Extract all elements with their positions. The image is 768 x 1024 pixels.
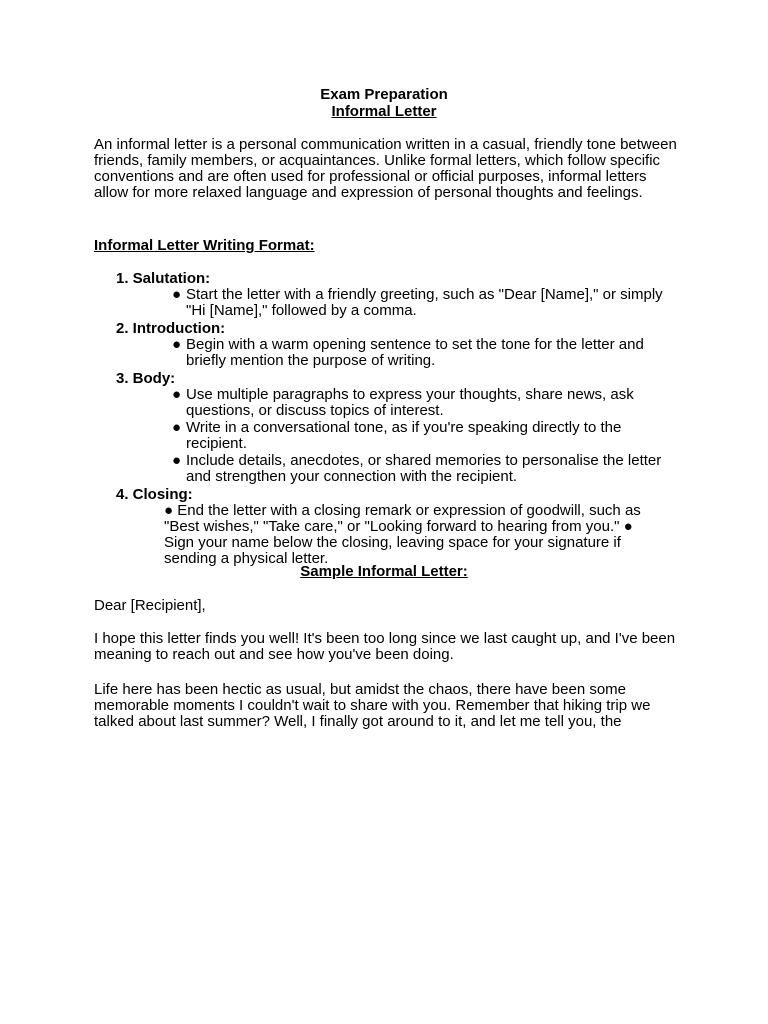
bullet-text: Include details, anecdotes, or shared memories to personalise the letter and strengthen your connection with the recipient. bbox=[186, 452, 662, 485]
bullet-icon: ● bbox=[172, 386, 182, 403]
letter-paragraph-1: I hope this letter finds you well! It's been too long since we last caught up, and I've been meaning to reach out and see how you've been doing. bbox=[94, 630, 676, 663]
step-bullets bbox=[116, 287, 676, 319]
bullet-text: Use multiple paragraphs to express your thoughts, share news, ask questions, or discuss topics of interest. bbox=[186, 386, 634, 419]
closing-text: ● End the letter with a closing remark or expression of goodwill, such as "Best wishes," "Take care," or "Looking forward to hearing from you." ● Sign your name below the closing, leaving space for your signature if sending a physical letter. bbox=[164, 502, 641, 567]
bullet-icon: ● bbox=[172, 286, 182, 303]
intro-paragraph: An informal letter is a personal communication written in a casual, friendly tone between friends, family members, or acquaintances. Unlike formal letters, which follow specific conventions and are often used for professional or official purposes, informal letters allow for more relaxed language and expression of personal thoughts and feelings. bbox=[94, 136, 677, 201]
step-salutation bbox=[116, 270, 676, 319]
step-heading: 4. Closing: bbox=[116, 486, 193, 503]
format-heading: Informal Letter Writing Format: bbox=[94, 237, 315, 254]
list-item bbox=[164, 420, 676, 452]
list-item bbox=[164, 337, 676, 369]
sample-heading: Sample Informal Letter: bbox=[300, 563, 468, 580]
step-heading: 1. Salutation: bbox=[116, 270, 211, 287]
step-body bbox=[116, 370, 676, 485]
step-introduction bbox=[116, 320, 676, 369]
format-steps-list bbox=[116, 270, 676, 567]
bullet-icon: ● bbox=[172, 336, 182, 353]
bullet-icon: ● bbox=[172, 419, 182, 436]
list-item bbox=[164, 387, 676, 419]
letter-greeting: Dear [Recipient], bbox=[94, 597, 206, 614]
list-item bbox=[164, 287, 676, 319]
document-title: Exam Preparation bbox=[320, 86, 448, 103]
step-bullets bbox=[116, 337, 676, 369]
step-heading: 3. Body: bbox=[116, 370, 176, 387]
bullet-text: Begin with a warm opening sentence to set the tone for the letter and briefly mention the purpose of writing. bbox=[186, 336, 644, 369]
step-closing bbox=[116, 486, 676, 567]
step-heading: 2. Introduction: bbox=[116, 320, 226, 337]
list-item bbox=[164, 453, 676, 485]
bullet-icon: ● bbox=[172, 452, 182, 469]
document-subtitle: Informal Letter bbox=[331, 103, 437, 120]
bullet-text: Write in a conversational tone, as if you're speaking directly to the recipient. bbox=[186, 419, 622, 452]
step-bullets bbox=[116, 387, 676, 485]
bullet-text: Start the letter with a friendly greeting, such as "Dear [Name]," or simply "Hi [Name]," followed by a comma. bbox=[186, 286, 663, 319]
letter-paragraph-2: Life here has been hectic as usual, but amidst the chaos, there have been some memorable moments I couldn't wait to share with you. Remember that hiking trip we talked about last summer? Well, I finally got around to it, and let me tell you, the bbox=[94, 681, 651, 730]
